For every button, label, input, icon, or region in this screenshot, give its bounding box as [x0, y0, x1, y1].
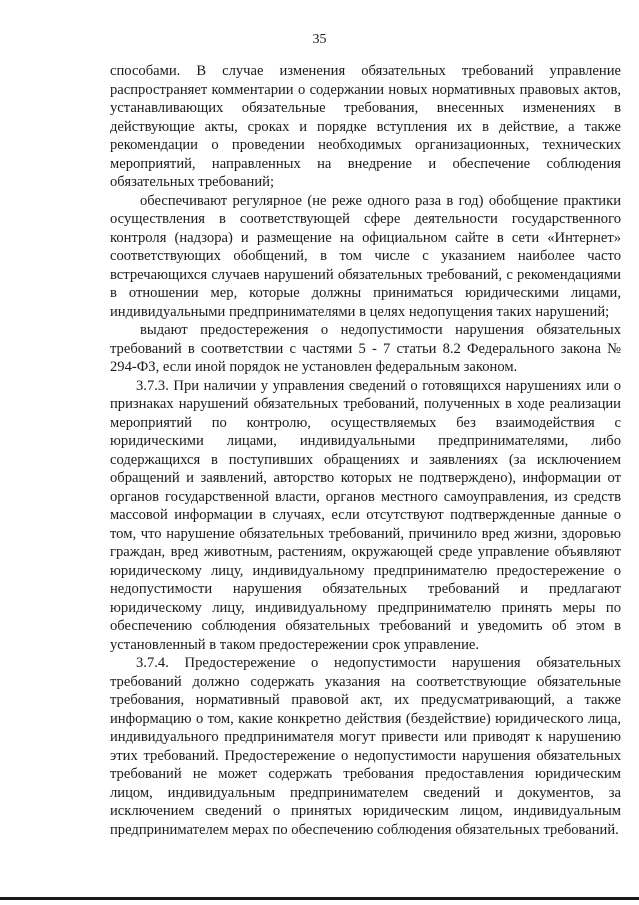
paragraph-3-7-4: 3.7.4. Предостережение о недопустимости нарушения обязательных требований должно содержать указания на соответствующие обязательные требования, нормативный правовой акт, их предусматривающий, а также информацию о том, какие конкретно действия (бездействие) юридического лица, индивидуального предпринимателя могут привести или приводят к нарушению этих требований. Предостережение о недопустимости нарушения обязательных требований не может содержать требования предоставления юридическим лицом, индивидуальным предпринимателем сведений и документов, за исключением сведений о принятых юридическим лицом, индивидуальным предпринимателем мерах по обеспечению соблюдения обязательных требований.	[110, 655, 621, 838]
paragraph-3-7-3: 3.7.3. При наличии у управления сведений о готовящихся нарушениях или о признаках нарушений обязательных требований, полученных в ходе реализации мероприятий по контролю, осуществляемых без взаимодействия с юридическими лицами, индивидуальными предпринимателями, либо содержащихся в поступивших обращениях и заявлениях (за исключением обращений и заявлений, авторство которых не подтверждено), информации от органов государственной власти, органов местного самоуправления, из средств массовой информации в случаях, если отсутствуют подтвержденные данные о том, что нарушение обязательных требований, причинило вред жизни, здоровью граждан, вред животным, растениям, окружающей среде управление объявляют юридическому лицу, индивидуальному предпринимателю предостережение о недопустимости нарушения обязательных требований и предлагают юридическому лицу, индивидуальному предпринимателю принять меры по обеспечению соблюдения обязательных требований и уведомить об этом в установленный в таком предостережении срок управление.	[110, 377, 621, 653]
document-body	[110, 62, 621, 839]
page-number: 35	[312, 32, 327, 47]
paragraph-warnings: выдают предостережения о недопустимости нарушения обязательных требований в соответствии с частями 5 - 7 статьи 8.2 Федерального закона № 294-ФЗ, если иной порядок не установлен федеральным законом.	[110, 322, 621, 375]
paragraph-generalization: обеспечивают регулярное (не реже одного раза в год) обобщение практики осуществления в соответствующей сфере деятельности государственного контроля (надзора) и размещение на официальном сайте в сети «Интернет» соответствующих обобщений, в том числе с указанием наиболее часто встречающихся случаев нарушений обязательных требований, с рекомендациями в отношении мер, которые должны приниматься юридическими лицами, индивидуальными предпринимателями в целях недопущения таких нарушений;	[110, 192, 621, 320]
paragraph-continuation: способами. В случае изменения обязательных требований управление распространяет комментарии о содержании новых нормативных правовых актов, устанавливающих обязательные требования, внесенных изменениях в действующие акты, сроках и порядке вступления их в действие, а также рекомендации о проведении необходимых организационных, технических мероприятий, направленных на внедрение и обеспечение соблюдения обязательных требований;	[110, 63, 621, 190]
scan-edge-line	[0, 897, 639, 900]
